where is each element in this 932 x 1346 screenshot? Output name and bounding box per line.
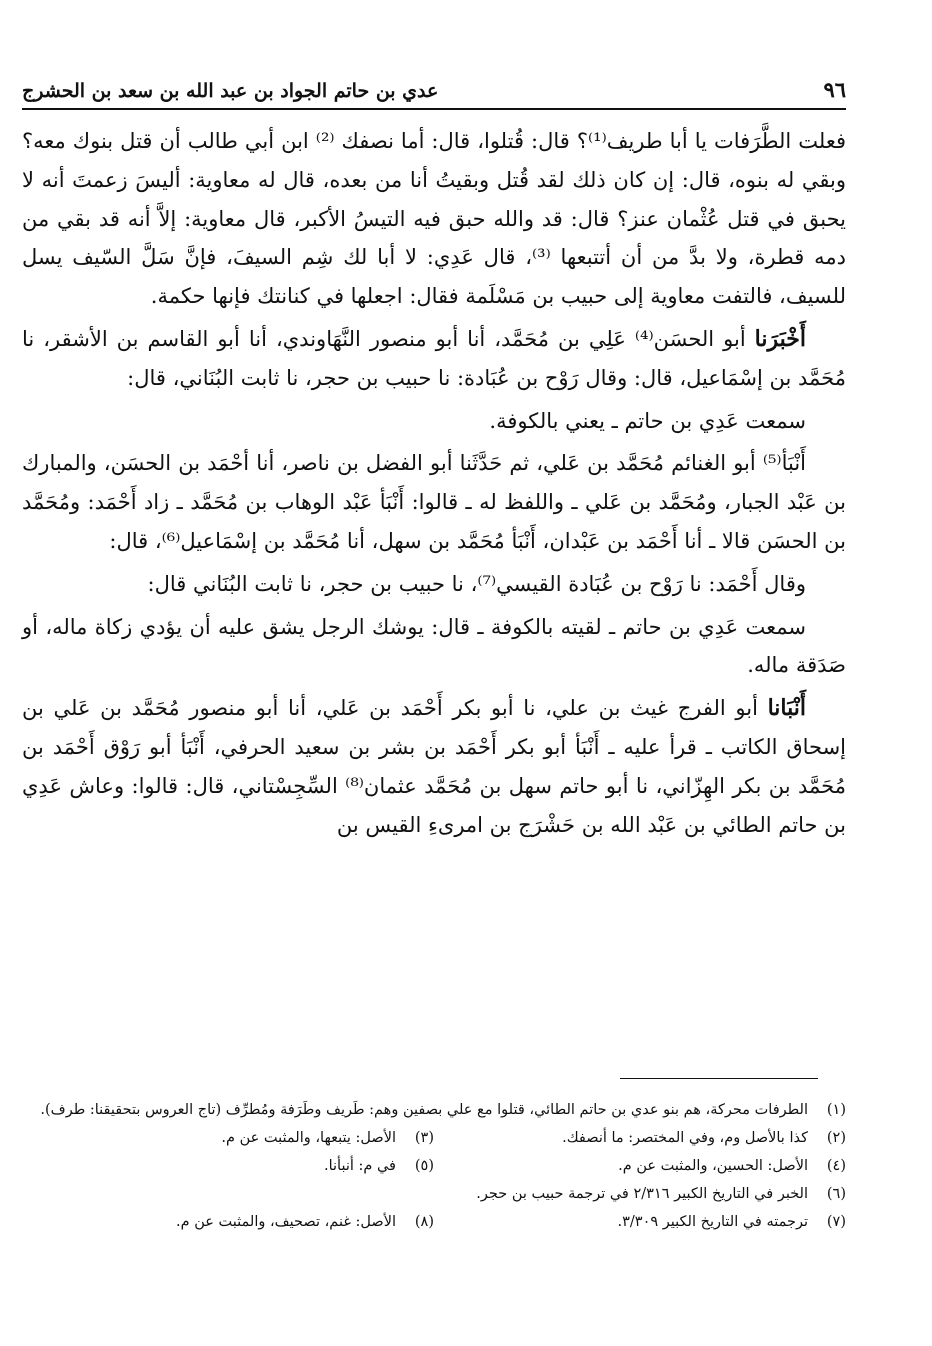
- footnote-number: (٣): [414, 1130, 434, 1146]
- footnote: [434, 1152, 846, 1180]
- footnote: [22, 1152, 434, 1180]
- footnote-number: (٤): [826, 1158, 846, 1174]
- footnote-number: (٢): [826, 1130, 846, 1146]
- footnote: [22, 1208, 434, 1236]
- footnote-rule: [620, 1078, 818, 1079]
- paragraph: [22, 402, 846, 441]
- running-title: عدي بن حاتم الجواد بن عبد الله بن سعد بن الحشرج: [22, 80, 439, 102]
- footnote-number: (٨): [414, 1214, 434, 1230]
- footnote-text: الخبر في التاريخ الكبير ٢/٣١٦ في ترجمة حبيب بن حجر.: [476, 1186, 808, 1202]
- paragraph-text: وقال أَحْمَد: نا رَوْح بن عُبَادة القيسي⁽⁷⁾، نا حبيب بن حجر، نا ثابت البُنَاني قال:: [147, 571, 806, 596]
- footnote-row: [22, 1152, 846, 1180]
- footnote-text: الأصل: الحسين، والمثبت عن م.: [618, 1158, 808, 1174]
- header-rule: [22, 108, 846, 110]
- paragraph-text: سمعت عَدِي بن حاتم ـ لقيته بالكوفة ـ قال: يوشك الرجل يشق عليه أن يؤدي زكاة ماله، أو صَدَقة ماله.: [22, 614, 846, 678]
- paragraph: [22, 565, 846, 604]
- footnote-text: الأصل: يتبعها، والمثبت عن م.: [221, 1130, 396, 1146]
- paragraph-text: سمعت عَدِي بن حاتم ـ يعني بالكوفة.: [489, 408, 806, 433]
- paragraph: [22, 444, 846, 560]
- paragraph: [22, 689, 846, 844]
- paragraph-text: فعلت الطَّرَفات يا أبا طريف⁽¹⁾؟ قال: قُتلوا، قال: أما نصفك ⁽²⁾ ابن أبي طالب أن قتل بنوك معه؟ وبقي له بنوه، قال: إن كان ذلك لقد قُتل وبقيتُ أنا من بعده، قال له معاوية: أليسَ زعمتَ أنه لا يحبق في قتل عُثْمان عنز؟ قال: قد والله حبق فيه التيسُ الأكبر، قال معاوية: إلاَّ أنه قد بقي من دمه قطرة، ولا بدَّ من أن أتتبعها ⁽³⁾، قال عَدِي: لا أبا لك شِم السيفَ، فإنَّ سَلَّ السّيف يسل للسيف، فالتفت معاوية إلى حبيب بن مَسْلَمة فقال: اجعلها في كنانتك فإنها حكمة.: [22, 129, 846, 309]
- page-header: [22, 72, 846, 102]
- paragraph: [22, 320, 846, 398]
- footnote: [22, 1180, 846, 1208]
- paragraph-text: أَنْبَأ⁽⁵⁾ أبو الغنائم مُحَمَّد بن عَلي، ثم حَدَّثَنا أبو الفضل بن ناصر، أنا أحْمَد بن الحسَن، والمبارك بن عَبْد الجبار، ومُحَمَّد بن عَلي ـ واللفظ له ـ قالوا: أَنْبَأ عَبْد الوهاب بن مُحَمَّد ـ زاد أَحْمَد: ومُحَمَّد بن الحسَن قالا ـ أنا أَحْمَد بن عَبْدان، أَنْبَأ مُحَمَّد بن سهل، أنا مُحَمَّد بن إسْمَاعيل⁽⁶⁾، قال:: [22, 451, 846, 553]
- paragraph-lead: أَخْبَرَنا: [754, 325, 806, 352]
- paragraph: [22, 608, 846, 686]
- footnote-text: ترجمته في التاريخ الكبير ٣/٣٠٩.: [617, 1214, 808, 1230]
- footnote: [434, 1124, 846, 1152]
- footnote-row: [22, 1208, 846, 1236]
- footnote: [434, 1208, 846, 1236]
- footnote-text: في م: أنبأنا.: [323, 1158, 396, 1174]
- paragraph-text: أبو الفرج غيث بن علي، نا أبو بكر أَحْمَد بن عَلي، أنا أبو منصور مُحَمَّد بن عَلي بن إسحاق الكاتب ـ قرأ عليه ـ أَنْبَأ أبو بكر أَحْمَد بن بشر بن سعيد الحرفي، أَنْبَأ أبو رَوْق أَحْمَد بن مُحَمَّد بن بكر الهِزّاني، نا أبو حاتم سهل بن مُحَمَّد عثمان⁽⁸⁾ السِّجِسْتاني، قال: قالوا: وعاش عَدِي بن حاتم الطائي بن عَبْد الله بن حَشْرَج بن امرىءِ القيس بن: [22, 696, 846, 837]
- page-number: ٩٦: [823, 77, 846, 102]
- paragraph: [22, 122, 846, 316]
- footnote-number: (٧): [826, 1214, 846, 1230]
- footnote-number: (١): [826, 1102, 846, 1118]
- footnotes: [22, 1096, 846, 1236]
- footnote-number: (٥): [414, 1158, 434, 1174]
- footnote-row: [22, 1124, 846, 1152]
- main-text: [22, 122, 846, 844]
- footnote-text: الطرفات محركة، هم بنو عدي بن حاتم الطائي، قتلوا مع علي بصفين وهم: طَريف وطَرَفة ومُطرِّف (تاج العروس بتحقيقنا: طرف).: [40, 1102, 808, 1118]
- footnote-text: كذا بالأصل وم، وفي المختصر: ما أنصفك.: [562, 1130, 808, 1146]
- paragraph-lead: أَنْبَانا: [767, 695, 806, 722]
- footnote-text: الأصل: غنم، تصحيف، والمثبت عن م.: [176, 1214, 396, 1230]
- paragraph-text: أبو الحسَن⁽⁴⁾ عَلِي بن مُحَمَّد، أنا أبو منصور النَّهَاوندي، أنا أبو القاسم بن الأشقر، نا مُحَمَّد بن إسْمَاعيل، قال: وقال رَوْح بن عُبَادة: نا حبيب بن حجر، نا ثابت البُنَاني، قال:: [22, 326, 846, 390]
- footnote-number: (٦): [826, 1186, 846, 1202]
- footnote: [22, 1124, 434, 1152]
- footnote: [22, 1096, 846, 1124]
